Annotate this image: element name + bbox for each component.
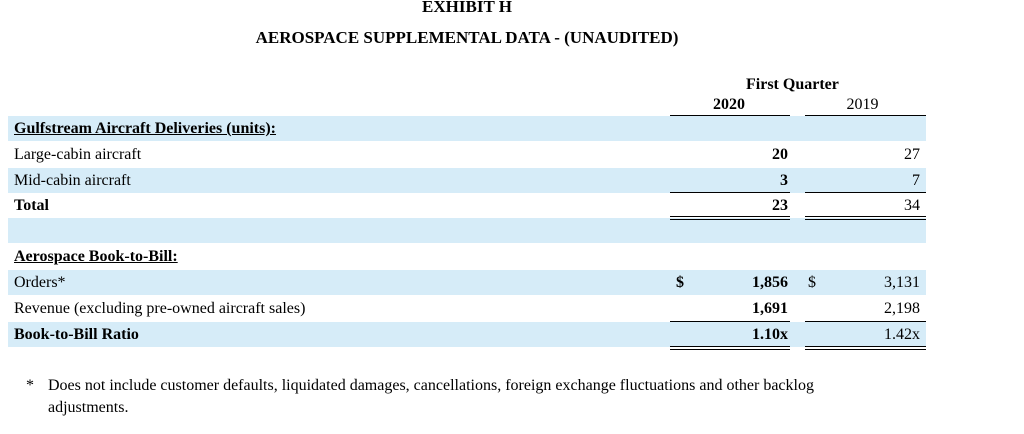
row-label: Mid-cabin aircraft bbox=[14, 172, 131, 189]
cell-current: 23 bbox=[772, 197, 788, 214]
row-label-total: Total bbox=[14, 197, 49, 214]
cell-prior: 3,131 bbox=[884, 274, 920, 291]
row-band bbox=[8, 270, 926, 295]
ratio-double-rule-prior bbox=[805, 346, 926, 350]
current-year-header: 2020 bbox=[713, 96, 745, 113]
total-double-rule-current bbox=[670, 216, 790, 220]
footnote-text-line1: Does not include customer defaults, liquidated damages, cancellations, foreign exchange fluctuations and other backlog bbox=[48, 377, 814, 394]
period-header: First Quarter bbox=[746, 76, 839, 93]
cell-current: 1,856 bbox=[752, 274, 788, 291]
cell-current: 3 bbox=[780, 172, 788, 189]
footnote-marker: * bbox=[26, 377, 34, 394]
deliveries-heading: Gulfstream Aircraft Deliveries (units): bbox=[14, 120, 277, 137]
row-label: Revenue (excluding pre-owned aircraft sales) bbox=[14, 300, 306, 317]
page-title: AEROSPACE SUPPLEMENTAL DATA - (UNAUDITED) bbox=[255, 28, 679, 47]
currency-symbol-prior: $ bbox=[808, 274, 816, 291]
cell-prior: 27 bbox=[904, 146, 920, 163]
row-band bbox=[8, 322, 926, 347]
row-label-ratio: Book-to-Bill Ratio bbox=[14, 326, 139, 343]
footnote-text-line2: adjustments. bbox=[48, 399, 129, 416]
prior-year-header: 2019 bbox=[846, 96, 879, 113]
exhibit-label: EXHIBIT H bbox=[422, 0, 512, 16]
row-band bbox=[8, 168, 926, 193]
cell-prior: 2,198 bbox=[884, 300, 920, 317]
row-label: Large-cabin aircraft bbox=[14, 146, 142, 163]
currency-symbol-current: $ bbox=[676, 274, 684, 291]
cell-prior: 34 bbox=[904, 197, 920, 214]
cell-current: 1,691 bbox=[752, 300, 788, 317]
cell-current: 20 bbox=[772, 146, 788, 163]
row-band bbox=[8, 218, 926, 243]
total-double-rule-prior bbox=[805, 216, 926, 220]
book-to-bill-heading: Aerospace Book-to-Bill: bbox=[14, 248, 178, 265]
cell-prior: 1.42x bbox=[884, 326, 920, 343]
cell-current: 1.10x bbox=[752, 326, 788, 343]
row-label: Orders* bbox=[14, 274, 66, 291]
cell-prior: 7 bbox=[912, 172, 920, 189]
ratio-double-rule-current bbox=[670, 346, 790, 350]
